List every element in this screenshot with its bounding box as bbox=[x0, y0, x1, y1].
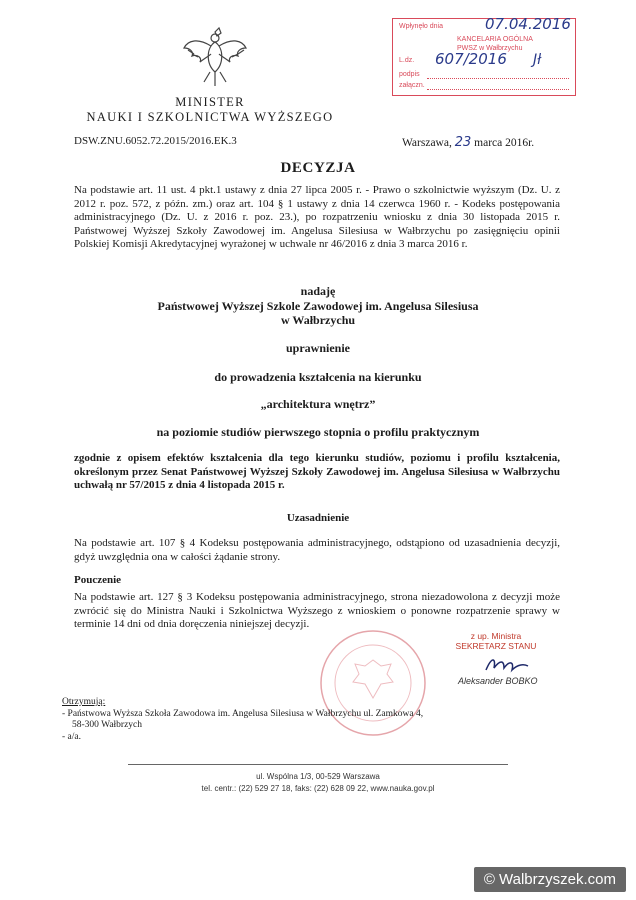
stamp-attachments-label: załączn. bbox=[399, 82, 425, 89]
recipient-item: 58-300 Wałbrzych bbox=[72, 720, 143, 730]
decision-conditions: zgodnie z opisem efektów kształcenia dla tego kierunku studiów, poziomu i profilu kształcenia, określonym przez Senat Państwowej Wyższej Szkoły Zawodowej im. Angelusa Silesiusa w Wałbrzychu uchwałą nr 57/2015 z dnia 4 listopada 2015 r. bbox=[74, 452, 560, 491]
justification-text: Na podstawie art. 107 § 4 Kodeksu postępowania administracyjnego, odstąpiono od uzasadnienia decyzji, gdyż uwzględnia ona w całości żądanie strony. bbox=[74, 537, 560, 563]
recipient-item: - Państwowa Wyższa Szkoła Zawodowa im. Angelusa Silesiusa w Wałbrzychu ul. Zamkowa 4, bbox=[62, 708, 424, 719]
stamp-received-label: Wpłynęło dnia bbox=[399, 23, 443, 30]
stamp-sign-line bbox=[427, 78, 569, 79]
institution-line1: Państwowej Wyższej Szkole Zawodowej im. Angelusa Silesiusa bbox=[157, 299, 479, 313]
institution-line2: w Wałbrzychu bbox=[280, 313, 356, 327]
stamp-received-date: 07.04.2016 bbox=[485, 15, 571, 33]
stamp-office-line2: PWSZ w Wałbrzychu bbox=[457, 45, 523, 52]
issuer-title-line1: MINISTER bbox=[175, 95, 245, 109]
decision-grants: nadaję bbox=[300, 284, 336, 298]
date-prefix: Warszawa, bbox=[402, 137, 452, 149]
date-day: 23 bbox=[454, 135, 472, 150]
handwritten-signature-icon bbox=[482, 654, 532, 676]
stamp-sign-label: podpis bbox=[399, 71, 420, 78]
signatory-name: Aleksander BOBKO bbox=[458, 676, 538, 686]
signature-line2: SEKRETARZ STANU bbox=[455, 641, 537, 651]
decision-scope: do prowadzenia kształcenia na kierunku bbox=[214, 370, 422, 384]
footer-address: ul. Wspólna 1/3, 00-529 Warszawa bbox=[256, 772, 380, 781]
reference-number: DSW.ZNU.6052.72.2015/2016.EK.3 bbox=[74, 135, 237, 147]
instruction-text: Na podstawie art. 127 § 3 Kodeksu postępowania administracyjnego, strona niezadowolona z decyzji może zwrócić się do Ministra Nauki i Szkolnictwa Wyższego z wnioskiem o ponowne rozpatrzenie sprawy w terminie 14 dni od dnia doręczenia niniejszej decyzji. bbox=[74, 591, 560, 630]
study-level: na poziomie studiów pierwszego stopnia o profilu praktycznym bbox=[156, 425, 480, 439]
issuer-title bbox=[60, 95, 360, 125]
stamp-attachments-line bbox=[427, 89, 569, 90]
site-watermark: © Walbrzyszek.com bbox=[474, 867, 626, 892]
date-suffix: marca 2016r. bbox=[474, 137, 535, 149]
recipients-heading: Otrzymują: bbox=[62, 697, 106, 707]
stamp-office-line1: KANCELARIA OGÓLNA bbox=[457, 36, 533, 43]
recipient-item: - a/a. bbox=[62, 731, 81, 742]
stamp-initials: Jł bbox=[533, 52, 542, 68]
justification-heading: Uzasadnienie bbox=[286, 512, 350, 524]
registry-stamp bbox=[392, 15, 576, 96]
footer-divider bbox=[128, 764, 508, 765]
document-title: DECYZJA bbox=[280, 160, 356, 176]
issuer-title-line2: NAUKI I SZKOLNICTWA WYŻSZEGO bbox=[86, 110, 334, 124]
document-date bbox=[402, 135, 534, 150]
stamp-number-label: L.dz. bbox=[399, 57, 415, 64]
signature-authority bbox=[426, 631, 566, 651]
intro-paragraph: Na podstawie art. 11 ust. 4 pkt.1 ustawy z dnia 27 lipca 2005 r. - Prawo o szkolnictwie wyższym (Dz. U. z 2012 r. poz. 572, z późn. zm.) oraz art. 104 § 1 ustawy z dnia 14 czerwca 1960 r. - Kodeks postępowania administracyjnego (Dz. U. z 2016 r. poz. 23.), po rozpatrzeniu wniosku z dnia 30 listopada 2015 r. Państwowej Wyższej Szkoły Zawodowej im. Angelusa Silesiusa w Wałbrzychu po zasięgnięciu opinii Polskiej Komisji Akredytacyjnej wyrażonej w uchwale nr 46/2016 z dnia 3 marca 2016 r. bbox=[74, 184, 560, 250]
eagle-emblem-icon bbox=[180, 26, 250, 92]
stamp-number-value: 607/2016 bbox=[435, 50, 507, 68]
instruction-heading: Pouczenie bbox=[74, 574, 122, 586]
footer-contact: tel. centr.: (22) 529 27 18, faks: (22) 628 09 22, www.nauka.gov.pl bbox=[201, 784, 435, 793]
decision-right: uprawnienie bbox=[285, 341, 350, 355]
field-of-study: „architektura wnętrz” bbox=[260, 397, 376, 411]
signature-line1: z up. Ministra bbox=[470, 631, 522, 641]
recipients bbox=[62, 697, 423, 743]
